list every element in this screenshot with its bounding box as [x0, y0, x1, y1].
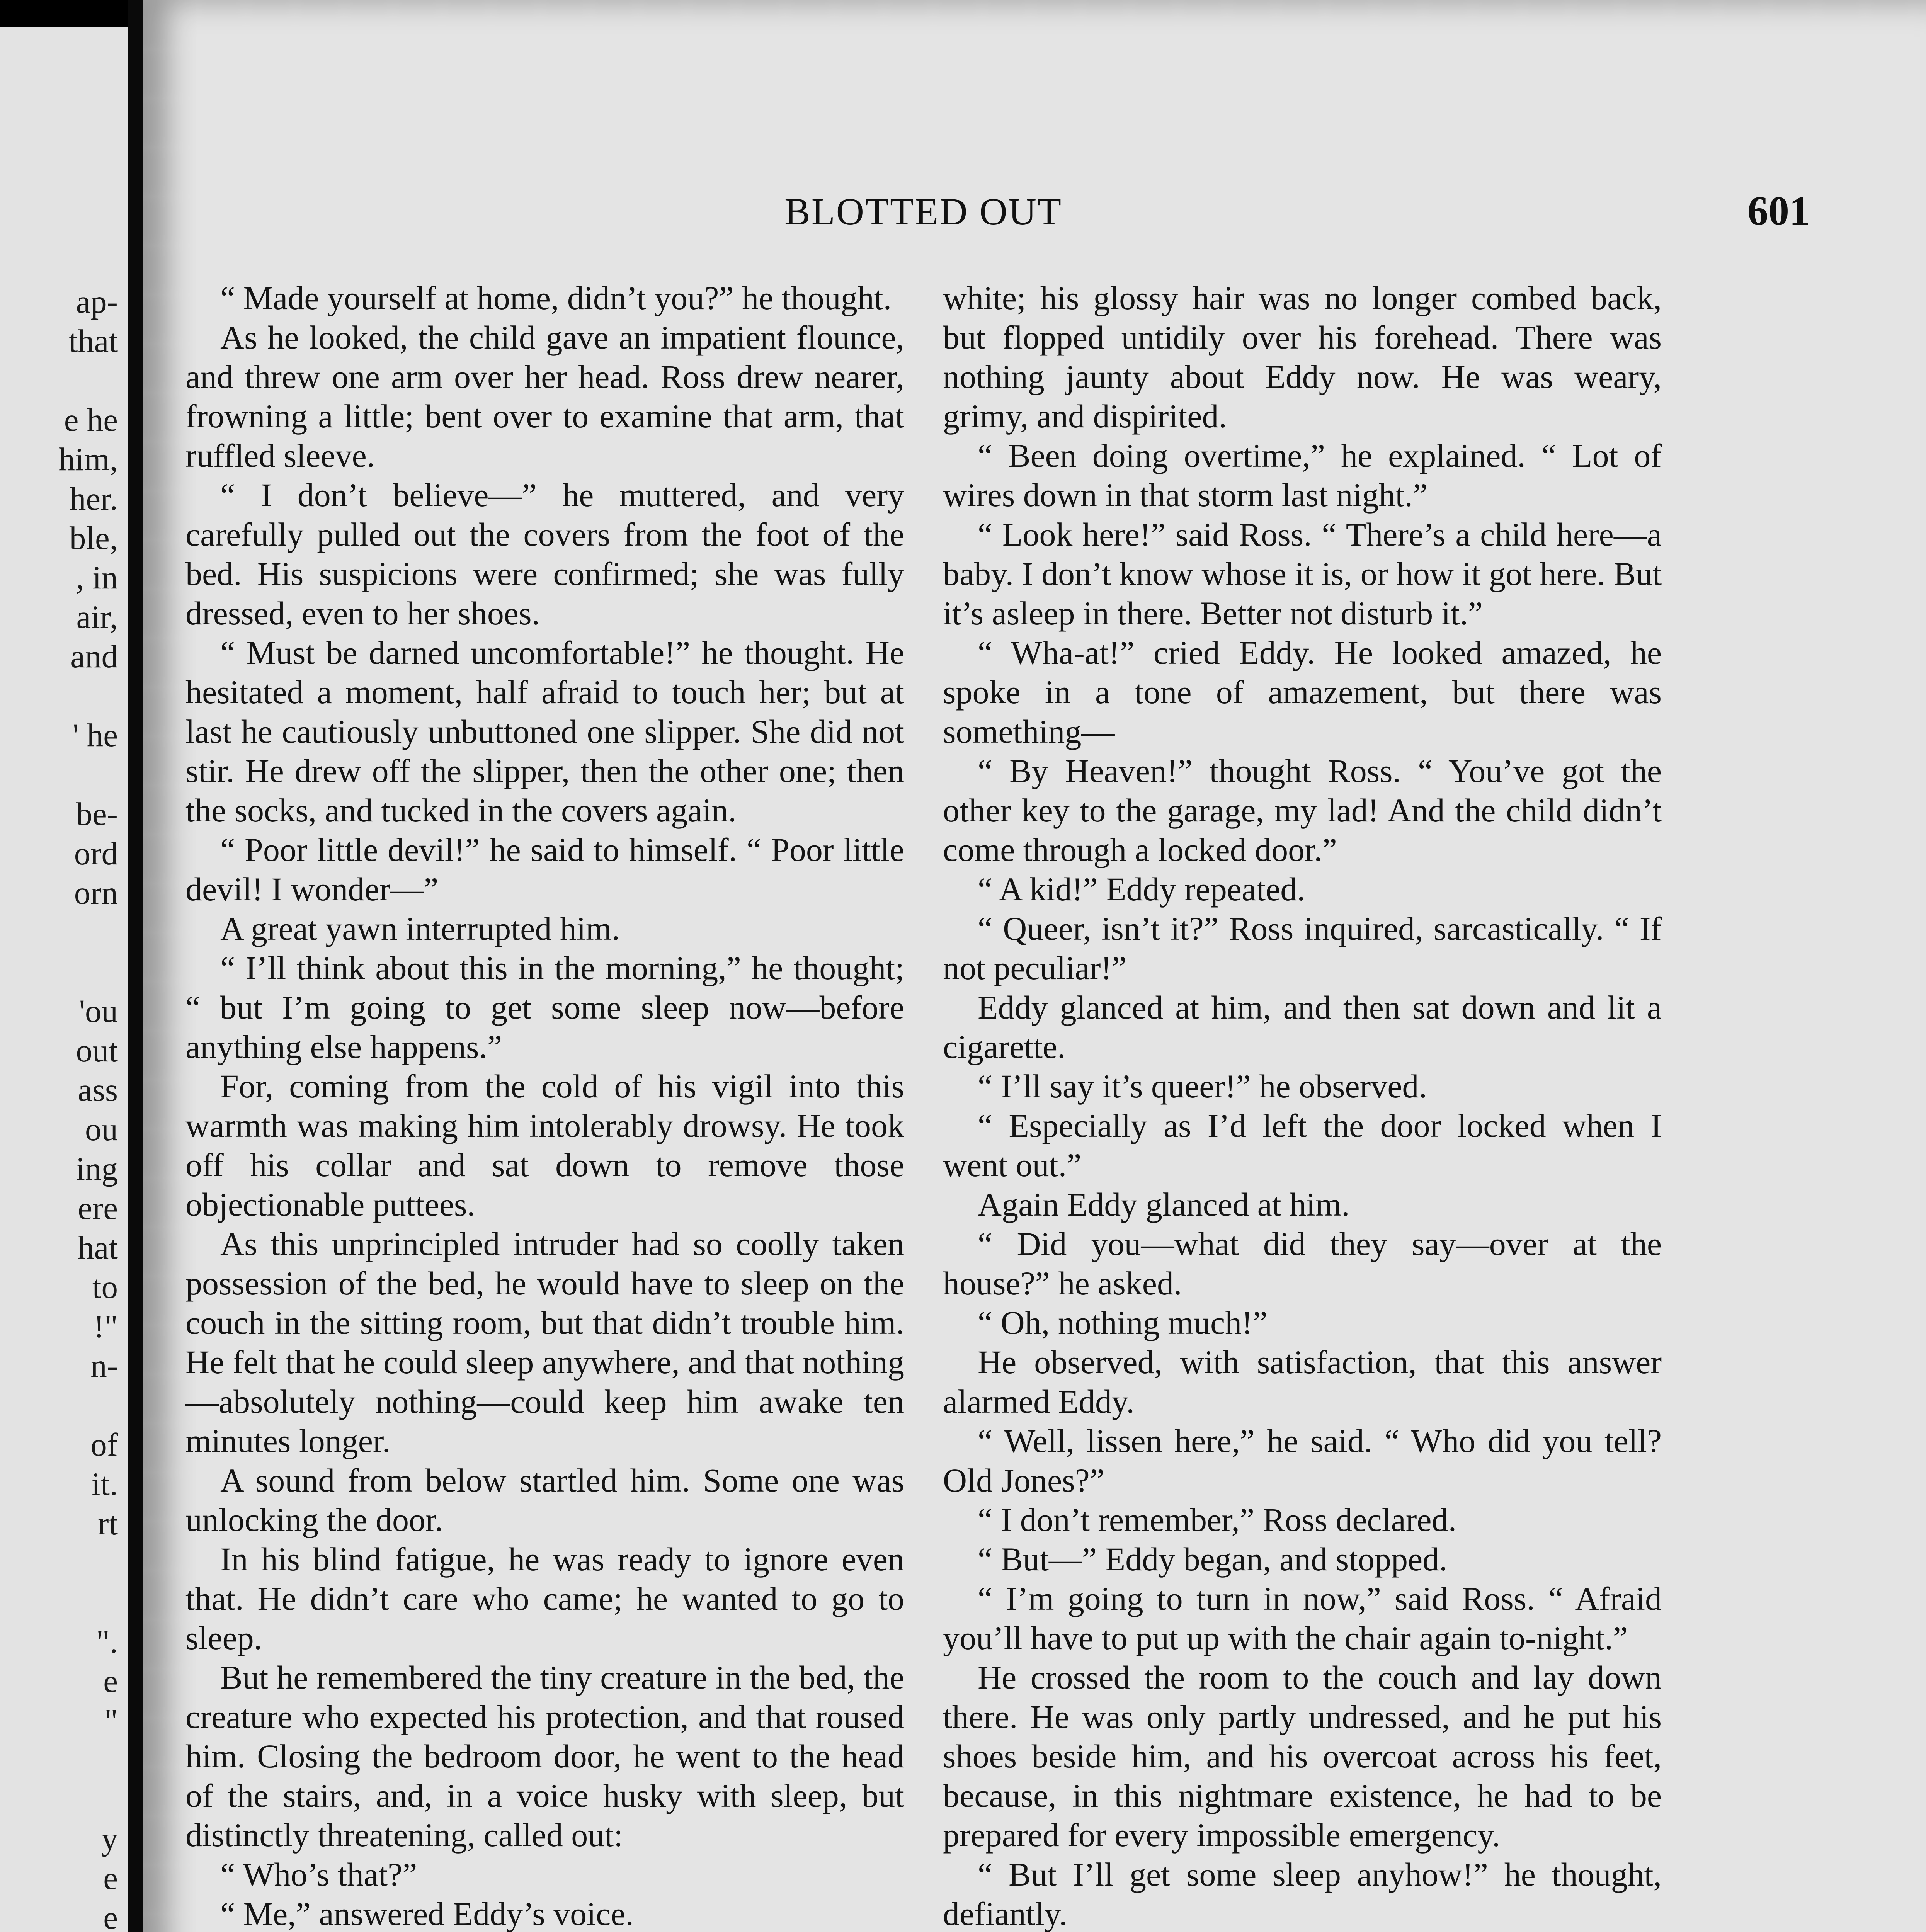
paragraph: “ A kid!” Eddy repeated. — [978, 871, 1305, 908]
paragraph: Eddy glanced at him, and then sat down and lit a cigarette. — [943, 989, 1662, 1065]
text-column-left — [185, 278, 904, 1932]
facing-page-line-fragment: ' he — [73, 717, 118, 753]
facing-page-line-fragment — [0, 1780, 128, 1819]
facing-page-text-fragments — [0, 282, 128, 1932]
paragraph: “ Especially as I’d left the door locked when I went out.” — [943, 1107, 1662, 1184]
paragraph: He crossed the room to the couch and lay down there. He was only partly undressed, and he put his shoes beside him, and his overcoat across his feet, because, in this nightmare existence, he had to be prepared for every impossible emergency. — [943, 1659, 1662, 1854]
paragraph: A great yawn interrupted him. — [220, 910, 620, 947]
book-page — [143, 0, 1926, 1932]
paragraph: “ I’m going to turn in now,” said Ross. “ Afraid you’ll have to put up with the chair again to-night.” — [943, 1580, 1662, 1656]
facing-page-line-fragment: that — [68, 323, 118, 359]
facing-page-line-fragment: " — [104, 1702, 118, 1739]
paragraph: “ But—” Eddy began, and stopped. — [978, 1541, 1448, 1578]
paragraph: “ Poor little devil!” he said to himself. “ Poor little devil! I wonder—” — [185, 831, 904, 908]
paragraph: As he looked, the child gave an impatient flounce, and threw one arm over her head. Ross drew nearer, frowning a little; bent over to examine that arm, that ruffled sleeve. — [185, 319, 904, 474]
paragraph: “ I don’t believe—” he muttered, and very carefully pulled out the covers from the foot of the bed. His suspicions were confirmed; she was fully dressed, even to her shoes. — [185, 476, 904, 632]
running-title: BLOTTED OUT — [784, 190, 1062, 233]
facing-page-line-fragment — [0, 1386, 128, 1425]
facing-page-line-fragment: n- — [90, 1348, 118, 1384]
page-number: 601 — [1747, 188, 1810, 234]
paragraph: “ By Heaven!” thought Ross. “ You’ve got the other key to the garage, my lad! And the child didn’t come through a locked door.” — [943, 752, 1662, 868]
paragraph: “ But I’ll get some sleep anyhow!” he thought, defiantly. — [943, 1856, 1662, 1932]
paragraph: “ I’ll say it’s queer!” he observed. — [978, 1068, 1427, 1105]
facing-page-line-fragment — [0, 1583, 128, 1622]
paragraph: “ Must be darned uncomfortable!” he thought. He hesitated a moment, half afraid to touch her; but at last he cautiously unbuttoned one slipper. She did not stir. He drew off the slipper, then the other one; then the socks, and tucked in the covers again. — [185, 634, 904, 829]
facing-page-line-fragment: ". — [96, 1624, 118, 1660]
paragraph: “ Been doing overtime,” he explained. “ Lot of wires down in that storm last night.” — [943, 437, 1662, 514]
facing-page-line-fragment — [0, 952, 128, 992]
facing-page-line-fragment: to — [92, 1269, 118, 1305]
facing-page-line-fragment: ord — [74, 835, 118, 872]
facing-page-line-fragment: rt — [98, 1505, 118, 1542]
facing-page-line-fragment: him, — [58, 441, 118, 478]
paragraph: white; his glossy hair was no longer combed back, but flopped untidily over his forehead. There was nothing jaunty about Eddy now. He was weary, grimy, and dispirited. — [943, 279, 1662, 435]
facing-page-line-fragment — [0, 1740, 128, 1780]
facing-page-line-fragment: e — [103, 1860, 118, 1896]
book-gutter — [128, 0, 143, 1932]
facing-page-line-fragment: out — [76, 1032, 118, 1069]
facing-page-line-fragment: and — [70, 638, 118, 675]
facing-page-line-fragment — [0, 755, 128, 794]
text-column-right — [943, 278, 1662, 1932]
facing-page-line-fragment — [0, 676, 128, 716]
facing-page-line-fragment: orn — [74, 875, 118, 911]
facing-page-line-fragment: hat — [78, 1230, 118, 1266]
facing-page-line-fragment: ble, — [69, 520, 118, 556]
facing-page-line-fragment: e — [103, 1663, 118, 1699]
paragraph: “ Who’s that?” — [220, 1856, 417, 1893]
facing-page-line-fragment: ing — [76, 1151, 118, 1187]
paragraph: For, coming from the cold of his vigil into this warmth was making him intolerably drowsy. He took off his collar and sat down to remove those objectionable puttees. — [185, 1068, 904, 1223]
paragraph: “ Me,” answered Eddy’s voice. — [220, 1895, 634, 1932]
paragraph: A sound from below startled him. Some one was unlocking the door. — [185, 1462, 904, 1538]
facing-page-line-fragment: y — [101, 1821, 118, 1857]
facing-page-line-fragment: it. — [91, 1466, 118, 1502]
page-header — [143, 189, 1926, 243]
facing-page-line-fragment: ap- — [76, 284, 118, 320]
facing-page-line-fragment: be- — [76, 796, 118, 832]
facing-page-line-fragment: ou — [85, 1111, 118, 1148]
paragraph: “ Oh, nothing much!” — [978, 1304, 1268, 1341]
facing-page-line-fragment — [0, 913, 128, 952]
paragraph: “ I don’t remember,” Ross declared. — [978, 1501, 1457, 1538]
paragraph: “ Made yourself at home, didn’t you?” he thought. — [220, 279, 892, 316]
facing-page-line-fragment: 'ou — [79, 993, 118, 1029]
paragraph: “ I’ll think about this in the morning,” he thought; “ but I’m going to get some sleep now—before anything else happens.” — [185, 949, 904, 1065]
facing-page-line-fragment — [0, 1543, 128, 1583]
facing-page-line-fragment: ere — [78, 1190, 118, 1226]
facing-page-edge — [0, 27, 128, 1932]
facing-page-line-fragment: of — [90, 1427, 118, 1463]
paragraph: “ Well, lissen here,” he said. “ Who did you tell? Old Jones?” — [943, 1422, 1662, 1499]
paragraph: He observed, with satisfaction, that this answer alarmed Eddy. — [943, 1344, 1662, 1420]
facing-page-line-fragment — [0, 361, 128, 400]
paragraph: “ Queer, isn’t it?” Ross inquired, sarcastically. “ If not peculiar!” — [943, 910, 1662, 986]
facing-page-line-fragment: !" — [93, 1308, 118, 1345]
paragraph: But he remembered the tiny creature in the bed, the creature who expected his protection, and that roused him. Closing the bedroom door, he went to the head of the stairs, and, in a voice husky with sleep, but distinctly threatening, called out: — [185, 1659, 904, 1854]
paragraph: “ Wha-at!” cried Eddy. He looked amazed, he spoke in a tone of amazement, but there was something— — [943, 634, 1662, 750]
paragraph: In his blind fatigue, he was ready to ignore even that. He didn’t care who came; he wanted to go to sleep. — [185, 1541, 904, 1656]
paragraph: “ Look here!” said Ross. “ There’s a child here—a baby. I don’t know whose it is, or how it got here. But it’s asleep in there. Better not disturb it.” — [943, 516, 1662, 632]
paragraph: “ Did you—what did they say—over at the house?” he asked. — [943, 1225, 1662, 1302]
facing-page-line-fragment: , in — [76, 560, 118, 596]
facing-page-line-fragment: ass — [78, 1072, 118, 1108]
facing-page-line-fragment: e — [103, 1900, 118, 1932]
facing-page-line-fragment: her. — [69, 481, 118, 517]
paragraph: As this unprincipled intruder had so coolly taken possession of the bed, he would have to sleep on the couch in the sitting room, but that didn’t trouble him. He felt that he could sleep anywhere, and that nothing—absolutely nothing—could keep him awake ten minutes longer. — [185, 1225, 904, 1459]
paragraph: Again Eddy glanced at him. — [978, 1186, 1350, 1223]
facing-page-line-fragment: air, — [76, 599, 118, 635]
facing-page-line-fragment: e he — [64, 402, 118, 438]
